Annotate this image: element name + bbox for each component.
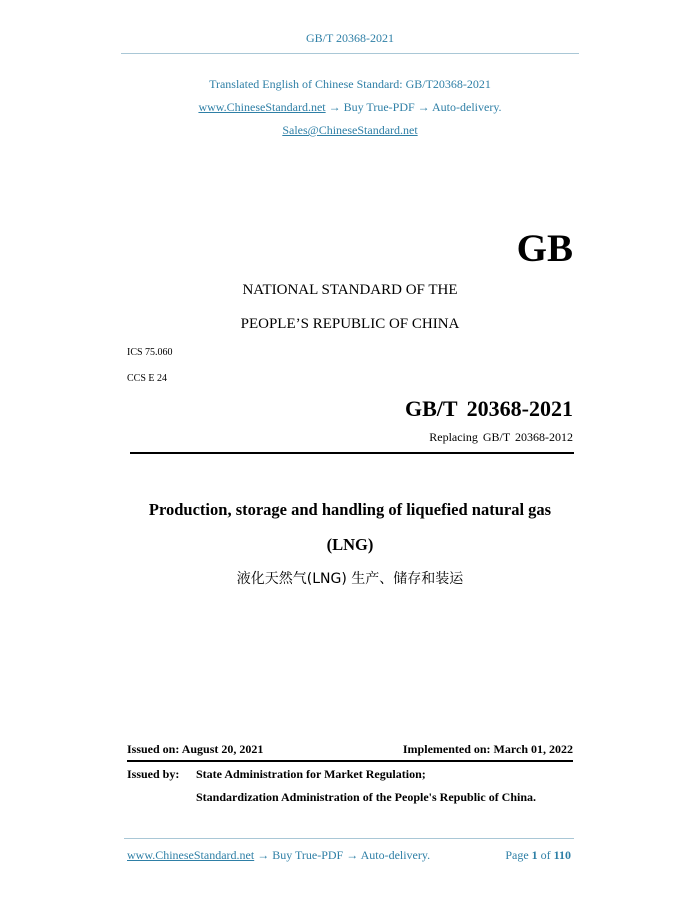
banner-line2-rest: → Buy True-PDF → Auto-delivery. [328,100,502,114]
replacing-note: Replacing GB/T 20368-2012 [429,430,573,444]
issued-by-label: Issued by: [127,767,180,781]
site-link[interactable]: www.ChineseStandard.net [198,100,326,114]
issuer-line2: Standardization Administration of the People's Republic of China. [196,790,537,804]
page-number: 1 [531,848,538,862]
org-line2: PEOPLE’S REPUBLIC OF CHINA [240,316,460,332]
banner-line1: Translated English of Chinese Standard: GB/T20368-2021 [209,77,491,91]
page-word: Page [505,848,529,862]
page-indicator [505,848,571,863]
standard-number: GB/T 20368-2021 [404,396,573,421]
ccs-code: CCS E 24 [127,373,168,384]
banner-line2 [0,100,700,115]
footer-left [127,848,430,863]
dates-divider [127,760,573,762]
footer-site-link[interactable]: www.ChineseStandard.net [127,848,255,862]
gb-logo: GB [516,227,573,270]
email-link[interactable]: Sales@ChineseStandard.net [282,123,418,137]
running-header: GB/T 20368-2021 [305,31,395,45]
of-word: of [540,848,551,862]
banner-line3 [0,123,700,138]
title-en-line1: Production, storage and handling of liquefied natural gas [148,500,552,519]
title-divider [130,452,574,454]
implemented-date: Implemented on: March 01, 2022 [402,742,573,756]
footer-rest: → Buy True-PDF → Auto-delivery. [257,848,431,862]
title-en-line2: (LNG) [326,535,374,554]
footer-divider [124,838,574,839]
ics-code: ICS 75.060 [127,347,173,358]
issued-date: Issued on: August 20, 2021 [127,742,264,756]
title-zh: 液化天然气(LNG) 生产、储存和装运 [236,571,464,587]
org-line1: NATIONAL STANDARD OF THE [242,282,458,298]
page-total: 110 [553,848,571,862]
header-divider [121,53,579,54]
issuer-line1: State Administration for Market Regulation; [196,767,426,781]
